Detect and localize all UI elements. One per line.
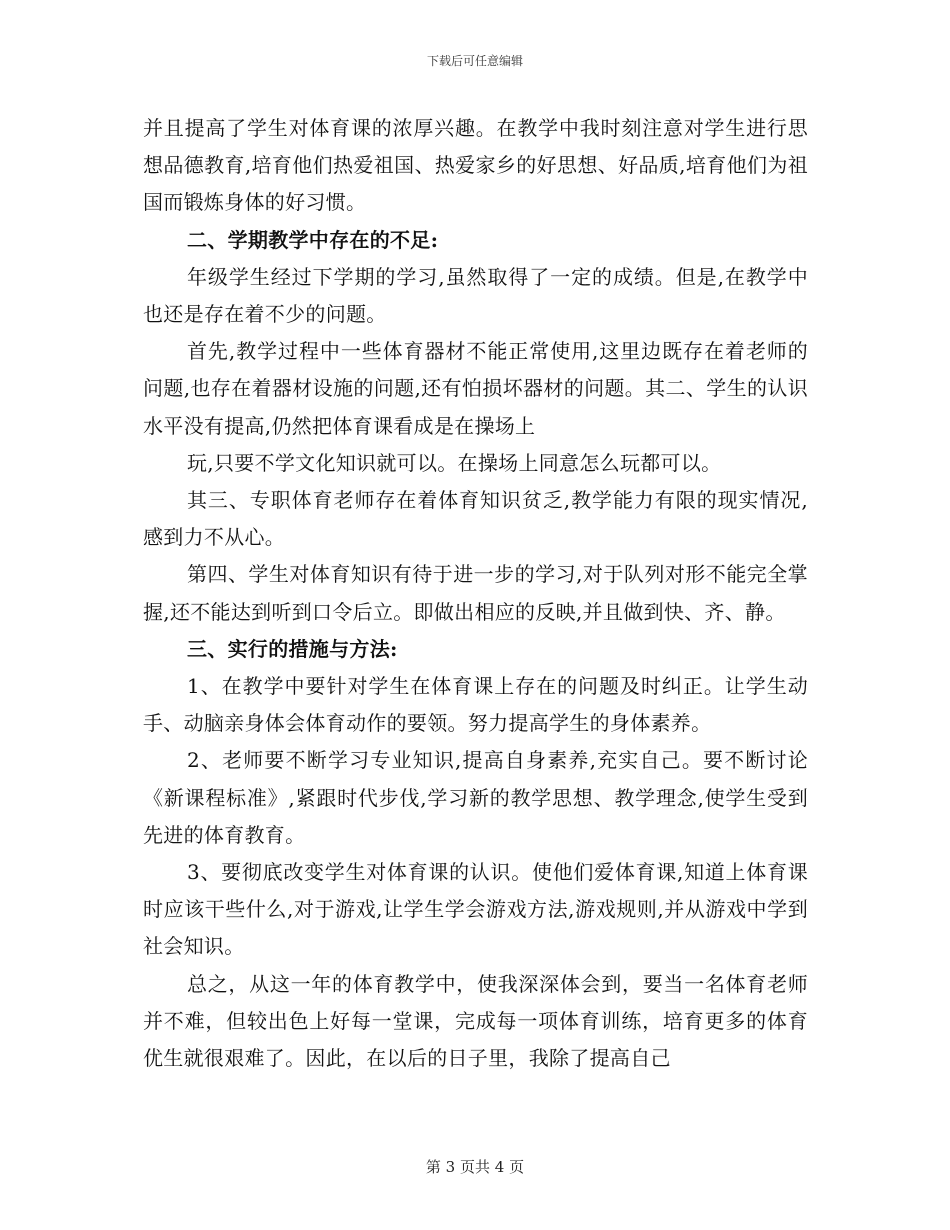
paragraph: 玩,只要不学文化知识就可以。在操场上同意怎么玩都可以。: [187, 450, 722, 475]
paragraph: 年级学生经过下学期的学习,虽然取得了一定的成绩。但是,在教学中也还是存在着不少的问题。: [143, 264, 808, 327]
page-number-footer: 第 3 页共 4 页: [425, 1158, 525, 1176]
paragraph: 并且提高了学生对体育课的浓厚兴趣。在教学中我时刻注意对学生进行思想品德教育,培育他们热爱祖国、热爱家乡的好思想、好品质,培育他们为祖国而锻炼身体的好习惯。: [143, 116, 808, 215]
paragraph: 其三、专职体育老师存在着体育知识贫乏,教学能力有限的现实情况,感到力不从心。: [143, 488, 808, 550]
paragraph: 2、老师要不断学习专业知识,提高自身素养,充实自己。要不断讨论《新课程标准》,紧跟时代步伐,学习新的教学思想、教学理念,使学生受到先进的体育教育。: [143, 748, 808, 847]
section-heading: 三、实行的措施与方法:: [187, 636, 398, 661]
paragraph: 3、要彻底改变学生对体育课的认识。使他们爱体育课,知道上体育课时应该干些什么,对于游戏,让学生学会游戏方法,游戏规则,并从游戏中学到社会知识。: [143, 860, 808, 959]
section-heading: 二、学期教学中存在的不足:: [187, 227, 439, 252]
page-header: 下载后可任意编辑: [426, 54, 523, 68]
paragraph: 首先,教学过程中一些体育器材不能正常使用,这里边既存在着老师的问题,也存在着器材设施的问题,还有怕损坏器材的问题。其二、学生的认识水平没有提高,仍然把体育课看成是在操场上: [143, 339, 808, 438]
paragraph: 总之，从这一年的体育教学中，使我深深体会到，要当一名体育老师并不难，但较出色上好每一堂课，完成每一项体育训练，培育更多的体育优生就很艰难了。因此，在以后的日子里，我除了提高自己: [143, 971, 808, 1071]
document-body: [143, 110, 808, 1077]
paragraph: 第四、学生对体育知识有待于进一步的学习,对于队列对形不能完全掌握,还不能达到听到口令后立。即做出相应的反映,并且做到快、齐、静。: [143, 562, 808, 624]
paragraph: 1、在教学中要针对学生在体育课上存在的问题及时纠正。让学生动手、动脑亲身体会体育动作的要领。努力提高学生的身体素养。: [143, 674, 808, 736]
